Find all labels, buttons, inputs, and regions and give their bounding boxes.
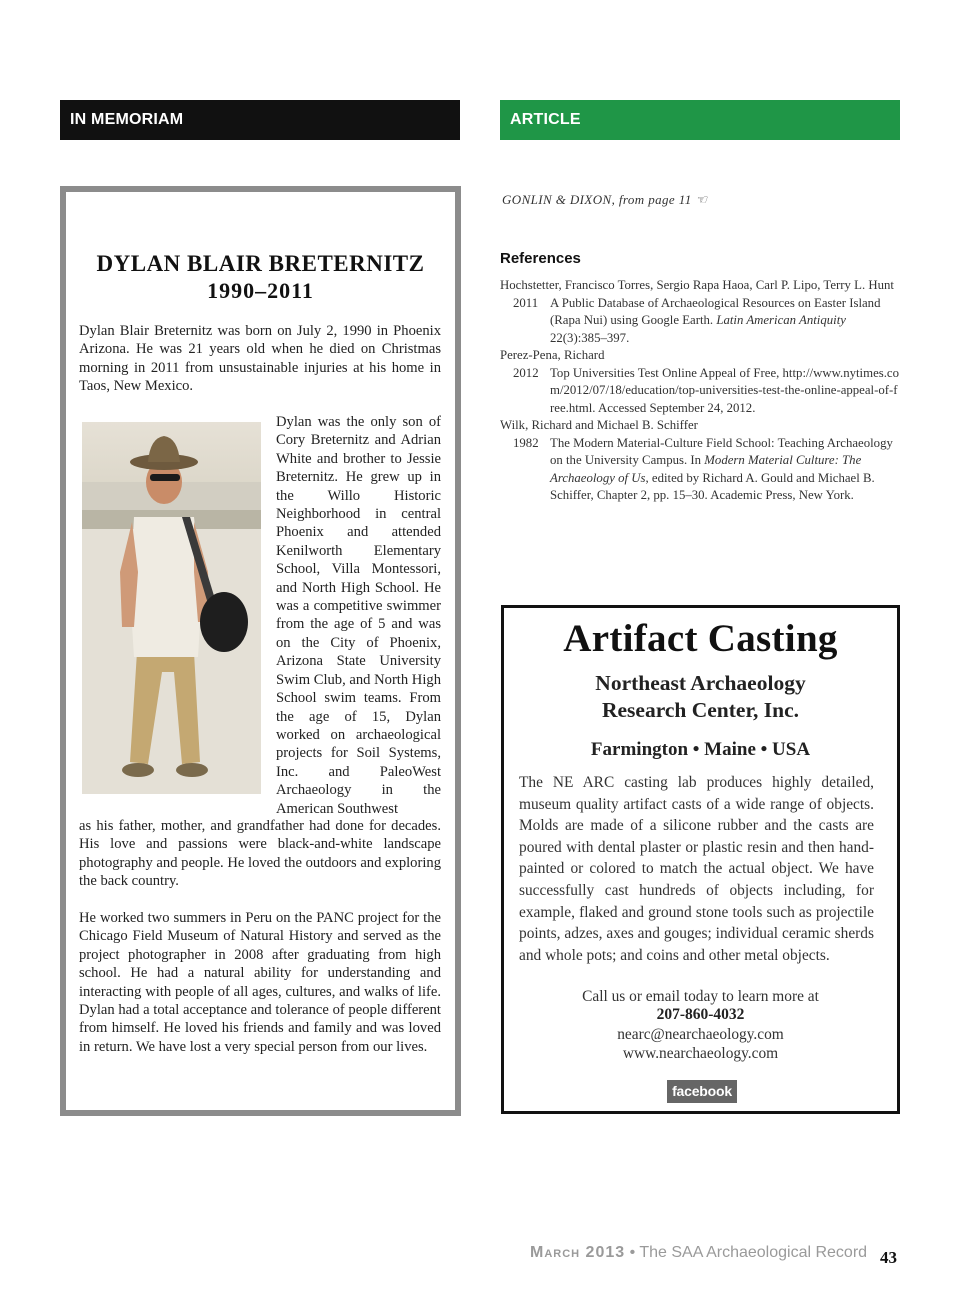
reference-author: Hochstetter, Francisco Torres, Sergio Rapa Haoa, Carl P. Lipo, Terry L. Hunt [500, 278, 894, 292]
reference-year: 1982 [513, 435, 539, 450]
reference-year: 2012 [513, 365, 539, 380]
ad-email-link[interactable]: nearc@nearchaeology.com [617, 1026, 784, 1043]
ad-organization-line-2: Research Center, Inc. [601, 698, 800, 722]
ad-organization-line-1: Northeast Archaeology [595, 671, 806, 695]
memorial-paragraph-3: He worked two summers in Peru on the PANC project for the Chicago Field Museum of Natural History and served as the project photographer in 2008 after graduating from high school. He had a natural ability for understanding and interacting with people of all ages, cultures, and walks of life. Dylan had a total acceptance and tolerance of people different from himself. He loved his friends and family and was loved in return. We have lost a very special person from our lives. [79, 910, 441, 1055]
ad-call-to-action: Call us or email today to learn more at [582, 988, 819, 1005]
reference-journal: Latin American Antiquity [716, 313, 846, 327]
reference-item [500, 347, 900, 417]
reference-body [500, 435, 900, 505]
ad-title: Artifact Casting [563, 617, 838, 660]
reference-text-end: , edited by Richard A. Gould and Michael B. Schiffer, Chapter 2, pp. 15–30. Academic Press, New York. [550, 470, 875, 502]
facebook-button[interactable]: facebook [667, 1080, 737, 1103]
reference-text: A Public Database of Archaeological Resources on Easter Island (Rapa Nui) using Google Earth. [550, 295, 881, 327]
continuation-hand-icon: ☜ [695, 192, 708, 207]
page-number: 43 [880, 1248, 897, 1267]
reference-body [500, 295, 900, 348]
reference-text: The Modern Material-Culture Field School: Teaching Archaeology on the University Campus. In [550, 435, 893, 467]
section-header-article: ARTICLE [500, 100, 900, 140]
artifact-casting-ad [501, 605, 900, 1114]
reference-text-end: 22(3):385–397. [550, 330, 630, 345]
memorial-paragraph-2-wrap: Dylan was the only son of Cory Breternitz and Adrian White and brother to Jessie Breternitz. He grew up in the Willo Historic Neighborhood in central Phoenix and attended Kenilworth Elementary School, Villa Montessori, and North High School. He was a competitive swimmer from the age of 5 and was on the City of Phoenix, Arizona State University Swim Club, and North High School swim teams. From the age of 15, Dylan worked on archaeological projects for Soil Systems, Inc. and PaleoWest Archaeology in the American Southwest [276, 414, 441, 817]
memorial-years: 1990–2011 [207, 278, 314, 303]
footer-issue-date: March 2013 [530, 1244, 626, 1261]
reference-body [500, 365, 900, 418]
continuation-text: GONLIN & DIXON, from page 11 [502, 192, 692, 207]
page-footer [530, 1244, 867, 1262]
section-header-in-memoriam: IN MEMORIAM [60, 100, 460, 140]
ad-description: The NE ARC casting lab produces highly detailed, museum quality artifact casts of a wide range of objects. Molds are made of a silicone rubber and the casts are poured with dental plaster or plastic resin and then hand-painted or colored to match the actual object. We have successfully cast hundreds of objects including, for example, flaked and ground stone tools such as projectile points, adzes, axes and gouges; individual ceramic sherds and whole pots; and coins and other metal objects. [519, 774, 874, 964]
continuation-note [502, 192, 707, 208]
ad-website-link[interactable]: www.nearchaeology.com [622, 1045, 779, 1062]
ad-phone: 207-860-4032 [656, 1006, 745, 1023]
memorial-paragraph-1: Dylan Blair Breternitz was born on July 2, 1990 in Phoenix Arizona. He was 21 years old when he died on Christmas morning in 2011 from unsustainable injuries at his home in Taos, New Mexico. [79, 323, 441, 395]
reference-book-title: Modern Material Culture: The Archaeology of Us [550, 453, 862, 485]
reference-item [500, 277, 900, 347]
reference-item [500, 417, 900, 505]
memorial-box [60, 186, 461, 1116]
portrait-photo [82, 422, 261, 794]
reference-year: 2011 [513, 295, 539, 310]
references-list [500, 277, 900, 505]
memorial-name: DYLAN BLAIR BRETERNITZ [96, 251, 425, 276]
memorial-paragraph-2-continued: as his father, mother, and grandfather had done for decades. His love and passions were black-and-white landscape photography and people. He loved the outdoors and exploring the back country. [79, 818, 441, 890]
footer-separator: • [625, 1244, 640, 1261]
reference-text: Top Universities Test Online Appeal of Free, http://www.nytimes.com/2012/07/18/education/top-universities-test-the-online-appeal-of-free.html. Accessed September 24, 2012. [550, 365, 900, 415]
footer-publication: The SAA Archaeological Record [639, 1244, 868, 1261]
portrait-photo-illustration [82, 422, 261, 794]
reference-author: Perez-Pena, Richard [500, 348, 605, 362]
reference-author: Wilk, Richard and Michael B. Schiffer [500, 418, 698, 432]
references-heading: References [500, 250, 581, 267]
ad-location: Farmington • Maine • USA [590, 739, 811, 760]
